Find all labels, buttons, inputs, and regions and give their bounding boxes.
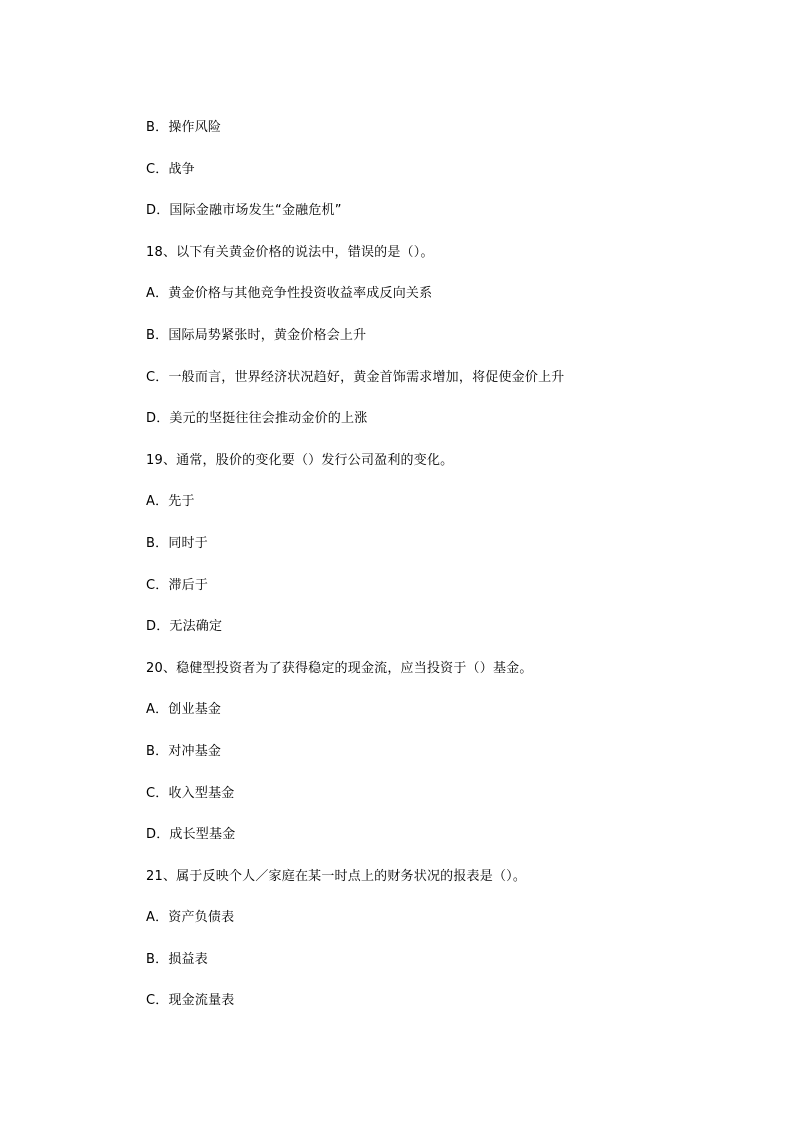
option-b-operational-risk: B．操作风险 xyxy=(146,120,222,135)
question-21-option-c: C．现金流量表 xyxy=(146,993,235,1009)
question-19: 19、通常，股价的变化要（）发行公司盈利的变化。 xyxy=(146,452,454,468)
option-d-financial-crisis: D．国际金融市场发生“金融危机” xyxy=(146,203,342,219)
question-20-option-c: C．收入型基金 xyxy=(146,785,235,801)
question-text-block xyxy=(146,116,746,1031)
question-19-option-c: C．滞后于 xyxy=(146,577,209,593)
question-21: 21、属于反映个人／家庭在某一时点上的财务状况的报表是（）。 xyxy=(146,868,527,884)
question-18-option-a: A．黄金价格与其他竞争性投资收益率成反向关系 xyxy=(146,286,433,302)
question-20-option-d: D．成长型基金 xyxy=(146,827,236,843)
question-19-option-a: A．先于 xyxy=(146,494,195,510)
question-20-option-b: B．对冲基金 xyxy=(146,743,222,759)
question-18: 18、以下有关黄金价格的说法中，错误的是（）。 xyxy=(146,244,434,260)
question-18-option-c: C．一般而言，世界经济状况趋好，黄金首饰需求增加，将促使金价上升 xyxy=(146,369,565,385)
question-21-option-a: A．资产负债表 xyxy=(146,910,235,926)
question-18-option-b: B．国际局势紧张时，黄金价格会上升 xyxy=(146,327,367,343)
question-20-option-a: A．创业基金 xyxy=(146,702,222,718)
question-18-option-d: D．美元的坚挺往往会推动金价的上涨 xyxy=(146,411,368,427)
question-19-option-d: D．无法确定 xyxy=(146,619,223,635)
option-c-war: C．战争 xyxy=(146,161,195,177)
question-20: 20、稳健型投资者为了获得稳定的现金流，应当投资于（）基金。 xyxy=(146,660,533,676)
question-21-option-b: B．损益表 xyxy=(146,951,208,967)
question-19-option-b: B．同时于 xyxy=(146,535,208,551)
